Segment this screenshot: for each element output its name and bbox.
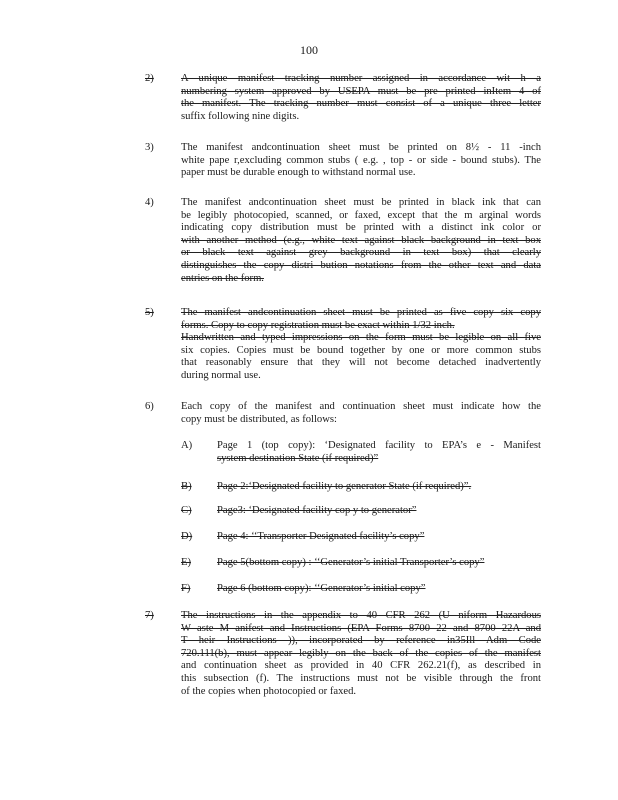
- text-line: paper must be durable enough to withstand normal use.: [181, 167, 416, 179]
- copy-text: [217, 583, 541, 596]
- text-line: during normal use.: [181, 369, 261, 381]
- text-line: suffix following nine digits.: [181, 110, 300, 122]
- text-line: Page 2:‘Designated facility to generator State (if required)”.: [217, 481, 472, 492]
- text-line: The instructions in the appendix to 40 CFR 262 (U niform Hazardous: [181, 610, 541, 621]
- item-number: 7): [145, 610, 154, 621]
- text-line: or black text against grey background in text box) that clearly: [181, 247, 541, 259]
- text-line: T heir Instructions )), incorporated by reference in35Ill Adm Code: [181, 635, 541, 647]
- copy-label: B): [181, 481, 192, 492]
- text-line: Page 1 (top copy): ‘Designated facility to EPA’s e - Manifest: [217, 440, 541, 451]
- text-line: A unique manifest tracking number assigned in accordance wit h a: [181, 73, 541, 84]
- text-line: The manifest andcontinuation sheet must be printed in black ink that can: [181, 197, 541, 208]
- text-line: Page 5(bottom copy) : ‘‘Generator’s initial Transporter’s copy”: [217, 557, 485, 568]
- item-body: [181, 73, 541, 123]
- text-line: Each copy of the manifest and continuation sheet must indicate how the: [181, 401, 541, 412]
- copy-label: A): [181, 440, 193, 451]
- copy-text: [217, 531, 541, 544]
- text-line: white pape r,excluding common stubs ( e.g. , top - or side - bound stubs). The: [181, 154, 541, 166]
- text-line: and continuation sheet as provided in 40 CFR 262.21(f), as described in: [181, 660, 541, 672]
- copy-text: [217, 481, 541, 494]
- text-line: W aste M anifest and Instructions (EPA Forms 8700 22 and 8700 22A and: [181, 622, 541, 634]
- text-line: Page 6 (bottom copy): ‘‘Generator’s initial copy”: [217, 583, 426, 594]
- text-line: numbering system approved by USEPA must be pre printed inItem 4 of: [181, 85, 541, 97]
- text-line: that reasonably ensure that they will not become detached inadvertently: [181, 357, 541, 369]
- copy-text: [217, 505, 541, 518]
- copy-label: C): [181, 505, 192, 516]
- item-body: [181, 307, 541, 383]
- item-body: [181, 142, 541, 180]
- text-line: forms. Copy to copy registration must be exact within 1/32 inch.: [181, 319, 455, 331]
- copy-text: [217, 440, 541, 465]
- text-line: Page 4: ‘‘Transporter Designated facility’s copy”: [217, 531, 425, 542]
- text-line: of the copies when photocopied or faxed.: [181, 685, 357, 697]
- copy-label: E): [181, 557, 191, 568]
- text-line: Handwritten and typed impressions on the form must be legible on all five: [181, 332, 541, 344]
- text-line: Page3: ‘Designated facility cop y to generator”: [217, 505, 417, 516]
- item-body: [181, 610, 541, 698]
- text-line: copy must be distributed, as follows:: [181, 413, 337, 425]
- text-line: system destination State (if required)”: [217, 452, 379, 464]
- item-number: 6): [145, 401, 154, 412]
- page-number: 100: [300, 43, 318, 57]
- text-line: with another method (e.g., white text against black background in text box: [181, 234, 541, 246]
- item-number: 5): [145, 307, 154, 318]
- text-line: The manifest andcontinuation sheet must be printed on 8½ - 11 -inch: [181, 142, 541, 153]
- text-line: the manifest. The tracking number must consist of a unique three letter: [181, 98, 541, 110]
- text-line: entries on the form.: [181, 272, 264, 284]
- text-line: The manifest andcontinuation sheet must be printed as five copy six copy: [181, 307, 541, 318]
- item-body: [181, 197, 541, 285]
- copy-label: D): [181, 531, 193, 542]
- text-line: be legibly photocopied, scanned, or faxed, except that the m arginal words: [181, 209, 541, 221]
- text-line: 720.111(b), must appear legibly on the back of the copies of the manifest: [181, 647, 541, 659]
- item-number: 4): [145, 197, 154, 208]
- text-line: distinguishes the copy distri bution notations from the other text and data: [181, 259, 541, 271]
- item-number: 3): [145, 142, 154, 153]
- copy-text: [217, 557, 541, 570]
- text-line: this subsection (f). The instructions must not be visible through the front: [181, 672, 541, 684]
- item-number: 2): [145, 73, 154, 84]
- item-body: [181, 401, 541, 426]
- text-line: six copies. Copies must be bound together by one or more common stubs: [181, 344, 541, 356]
- text-line: indicating copy distribution must be printed with a distinct ink color or: [181, 222, 541, 234]
- copy-label: F): [181, 583, 191, 594]
